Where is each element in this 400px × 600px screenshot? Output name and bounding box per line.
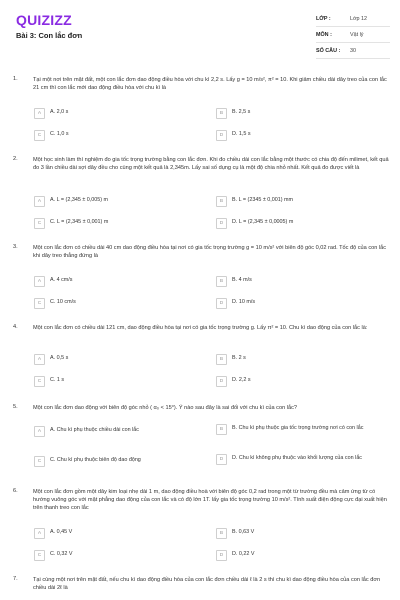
option-b[interactable] — [216, 196, 381, 209]
option-c[interactable] — [34, 376, 199, 389]
option-letter-box: A — [34, 528, 45, 539]
option-text: B. L = (2345 ± 0,001) mm — [232, 197, 294, 203]
option-text: C. L = (2,345 ± 0,001) m — [50, 219, 109, 225]
option-text: A. L = (2,345 ± 0,005) m — [50, 197, 109, 203]
option-text: B. Chu kì phụ thuộc gia tốc trọng trường nơi có con lắc — [232, 425, 364, 431]
option-text: C. 1,0 s — [50, 131, 69, 137]
option-letter-box: B — [216, 528, 227, 539]
question-number: 2. — [13, 156, 18, 162]
option-text: C. 10 cm/s — [50, 299, 76, 305]
option-c[interactable] — [34, 550, 199, 563]
option-text: D. 10 m/s — [232, 299, 256, 305]
option-text: A. Chu kì phụ thuộc chiều dài con lắc — [50, 427, 140, 433]
question-number: 1. — [13, 76, 18, 82]
meta-key: SỐ CÂU : — [316, 47, 341, 54]
option-a[interactable] — [34, 276, 199, 289]
question-number: 3. — [13, 244, 18, 250]
question-text: Một con lắc đơn gồm một dây kim loại nhẹ dài 1 m, dao động điều hoà với biên độ góc 0,2 rad trong một từ trường đều mà cảm ứng từ có hướng vuông góc với mặt phẳng dao động của con lắc và có độ lớn 1T. lấy gia tốc trọng trường 10 m/s². Tính suất điện động cực đại xuất hiện trên thanh treo con lắc — [33, 489, 387, 512]
question-number: 4. — [13, 324, 18, 330]
option-c[interactable] — [34, 130, 199, 143]
meta-value: 30 — [350, 47, 356, 54]
question-text: Tại một nơi trên mặt đất, một con lắc đơn dao động điều hòa với chu kì 2,2 s. Lấy g = 10 m/s², π² = 10. Khi giảm chiều dài dây treo của con lắc 21 cm thì con lắc mới dao động điều hòa với chu kì là — [33, 77, 387, 92]
option-text: B. 2 s — [232, 355, 246, 361]
option-a[interactable] — [34, 426, 199, 439]
option-letter-box: D — [216, 376, 227, 387]
option-letter-box: C — [34, 218, 45, 229]
option-letter-box: D — [216, 130, 227, 141]
option-letter-box: C — [34, 456, 45, 467]
option-d[interactable] — [216, 298, 381, 311]
option-letter-box: B — [216, 354, 227, 365]
option-letter-box: C — [34, 298, 45, 309]
option-text: B. 4 m/s — [232, 277, 252, 283]
option-b[interactable] — [216, 108, 381, 121]
option-d[interactable] — [216, 550, 381, 563]
option-d[interactable] — [216, 218, 381, 231]
option-letter-box: A — [34, 196, 45, 207]
option-text: C. 1 s — [50, 377, 65, 383]
question-number: 6. — [13, 488, 18, 494]
option-letter-box: B — [216, 276, 227, 287]
question-text: Một học sinh làm thí nghiệm đo gia tốc trọng trường bằng con lắc đơn. Khi đo chiều dài con lắc bằng một thước có chia độ đến milimet, kết quả đo 3 lần chiều dài sợi dây đều cho cùng một kết quả là 2,345m. Lấy sai số dụng cụ là một độ chia nhỏ nhất. Kết quả đo được viết là — [33, 157, 389, 172]
meta-key: LỚP : — [316, 15, 331, 22]
option-text: D. 0,22 V — [232, 551, 255, 557]
option-letter-box: A — [34, 276, 45, 287]
meta-row-count — [316, 43, 390, 59]
question-number: 7. — [13, 576, 18, 582]
question-text: Một con lắc đơn có chiều dài 121 cm, dao động điều hòa tại nơi có gia tốc trọng trường g. Lấy π² = 10. Chu kì dao động của con lắc là: — [33, 325, 368, 331]
option-letter-box: C — [34, 130, 45, 141]
option-d[interactable] — [216, 376, 381, 389]
option-text: B. 0,63 V — [232, 529, 255, 535]
option-text: A. 0,45 V — [50, 529, 73, 535]
option-d[interactable] — [216, 130, 381, 143]
option-letter-box: D — [216, 218, 227, 229]
option-b[interactable] — [216, 276, 381, 289]
meta-value: Vật lý — [350, 31, 364, 38]
question-text: Một con lắc đơn có chiều dài 40 cm dao động điều hòa tại nơi có gia tốc trọng trường g = 10 m/s² với biên độ góc 0,02 rad. Tốc độ của con lắc khi dây treo thẳng đứng là — [33, 245, 387, 260]
option-text: D. Chu kì không phụ thuộc vào khối lượng của con lắc — [232, 455, 363, 461]
option-text: A. 2,0 s — [50, 109, 69, 115]
option-letter-box: D — [216, 298, 227, 309]
option-letter-box: B — [216, 108, 227, 119]
option-letter-box: A — [34, 426, 45, 437]
option-text: D. 2,2 s — [232, 377, 251, 383]
meta-table — [316, 11, 390, 59]
option-a[interactable] — [34, 108, 199, 121]
meta-row-subject — [316, 27, 390, 43]
option-d[interactable] — [216, 454, 381, 467]
meta-value: Lớp 12 — [350, 15, 368, 22]
option-b[interactable] — [216, 354, 381, 367]
option-letter-box: C — [34, 550, 45, 561]
option-b[interactable] — [216, 424, 381, 437]
option-text: A. 4 cm/s — [50, 277, 73, 283]
meta-row-class — [316, 11, 390, 27]
option-letter-box: B — [216, 196, 227, 207]
meta-key: MÔN : — [316, 31, 332, 38]
option-text: C. Chu kì phụ thuộc biên độ dao động — [50, 457, 141, 463]
option-text: B. 2,5 s — [232, 109, 251, 115]
option-c[interactable] — [34, 218, 199, 231]
option-c[interactable] — [34, 298, 199, 311]
worksheet-title: Bài 3: Con lắc đơn — [16, 31, 83, 40]
question-text: Một con lắc đơn dao động với biên độ góc nhỏ ( α₀ < 15⁰). Ý nào sau đây là sai đối với chu kì của con lắc? — [33, 405, 297, 411]
option-a[interactable] — [34, 196, 199, 209]
option-text: A. 0,5 s — [50, 355, 69, 361]
option-a[interactable] — [34, 354, 199, 367]
option-text: D. 1,5 s — [232, 131, 251, 137]
option-letter-box: A — [34, 108, 45, 119]
option-b[interactable] — [216, 528, 381, 541]
question-text: Tại cùng một nơi trên mặt đất, nếu chu kì dao động điều hòa của con lắc đơn chiều dài ℓ là 2 s thì chu kì dao động điều hòa của con lắc đơn chiều dài 2ℓ là — [33, 577, 381, 592]
option-text: C. 0,32 V — [50, 551, 73, 557]
option-letter-box: B — [216, 424, 227, 435]
option-letter-box: D — [216, 454, 227, 465]
worksheet-header — [0, 0, 400, 62]
option-c[interactable] — [34, 456, 199, 469]
option-letter-box: C — [34, 376, 45, 387]
question-number: 5. — [13, 404, 18, 410]
option-a[interactable] — [34, 528, 199, 541]
option-letter-box: D — [216, 550, 227, 561]
option-text: D. L = (2,345 ± 0,0005) m — [232, 219, 294, 225]
quizizz-logo: QUIZIZZ — [16, 12, 72, 28]
option-letter-box: A — [34, 354, 45, 365]
